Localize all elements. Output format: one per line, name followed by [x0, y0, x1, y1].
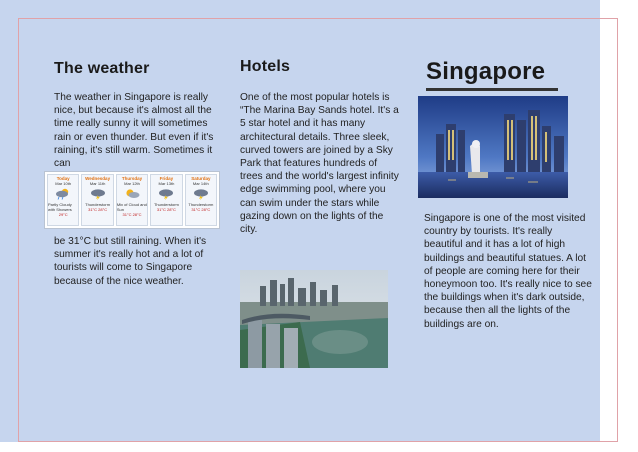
singapore-heading-underline	[426, 88, 558, 91]
forecast-day-date: Mar 14th	[192, 181, 209, 186]
frame-line-right	[617, 18, 618, 442]
forecast-day-date: Mar 10th	[55, 181, 72, 186]
weather-forecast-strip	[44, 171, 220, 229]
forecast-day-temp: 31°C 28°C	[122, 212, 142, 217]
hotels-heading: Hotels	[240, 58, 291, 75]
marina-bay-sands-photo	[240, 270, 388, 368]
marina-bay-sands-image	[240, 270, 388, 368]
forecast-day-temp: 31°C 28°C	[88, 207, 108, 212]
forecast-day-name: Saturday	[191, 176, 211, 181]
forecast-day-desc: Thunderstorm	[85, 202, 111, 207]
singapore-paragraph: Singapore is one of the most visited country by tourists. It's really beautiful and it has a lot of high buildings and beautiful statues. A lot of people are coming here for their honeymoon too. It's really nice to see the buildings when it's dark outside, because then all the lights of the buildings are on.	[424, 213, 592, 330]
singapore-skyline-photo	[418, 96, 568, 198]
thunderstorm-icon	[157, 188, 175, 200]
forecast-day-date: Mar 13th	[158, 181, 175, 186]
forecast-day-1	[47, 174, 79, 226]
forecast-day-desc: Thunderstorm	[153, 202, 179, 207]
singapore-heading: Singapore	[426, 58, 546, 85]
frame-line-left	[18, 18, 19, 442]
forecast-day-desc: Mix of Cloud and Sun	[116, 202, 147, 212]
forecast-day-4	[150, 174, 182, 226]
thunderstorm-icon	[192, 188, 210, 200]
weather-heading: The weather	[54, 60, 150, 77]
rain-cloud-icon	[54, 188, 72, 200]
forecast-day-desc: Partly Cloudy with Showers	[48, 202, 72, 212]
forecast-day-temp: 31°C 28°C	[156, 207, 176, 212]
hotels-paragraph: One of the most popular hotels is “The Marina Bay Sands hotel. It's a 5 star hotel and it has many architectural details. Three sleek, curved towers are joined by a Sky Park that features hundreds of trees and the world's largest infinity edge swimming pool, where you can swim under the stars while gazing down on the lights of the city.	[240, 92, 399, 236]
forecast-day-name: Friday	[159, 176, 174, 181]
thunderstorm-icon	[89, 188, 107, 200]
forecast-day-name: Today	[56, 176, 70, 181]
sun-cloud-icon	[123, 188, 141, 200]
frame-line-bottom	[18, 441, 618, 442]
weather-paragraph-bottom: be 31°C but still raining. When it's summer it's really hot and a lot of tourists will come to Singapore because of the nice weather.	[54, 236, 207, 287]
forecast-day-name: Thursday	[121, 176, 143, 181]
forecast-day-3	[116, 174, 148, 226]
singapore-skyline-image	[418, 96, 568, 198]
forecast-day-5	[185, 174, 217, 226]
frame-line-top	[18, 18, 618, 19]
forecast-day-temp: 31°C 28°C	[191, 207, 211, 212]
weather-paragraph-top: The weather in Singapore is really nice, but because it's almost all the time really sunny it will sometimes rain or even thunder. But even if it's raining, it's still warm. Sometimes it can	[54, 92, 214, 170]
forecast-day-date: Mar 12th	[124, 181, 140, 186]
forecast-day-name: Wednesday	[85, 176, 111, 181]
forecast-day-2	[81, 174, 113, 226]
forecast-day-date: Mar 11th	[89, 181, 106, 186]
forecast-day-desc: Thunderstorm	[188, 202, 214, 207]
forecast-day-temp: 29°C	[58, 212, 68, 217]
